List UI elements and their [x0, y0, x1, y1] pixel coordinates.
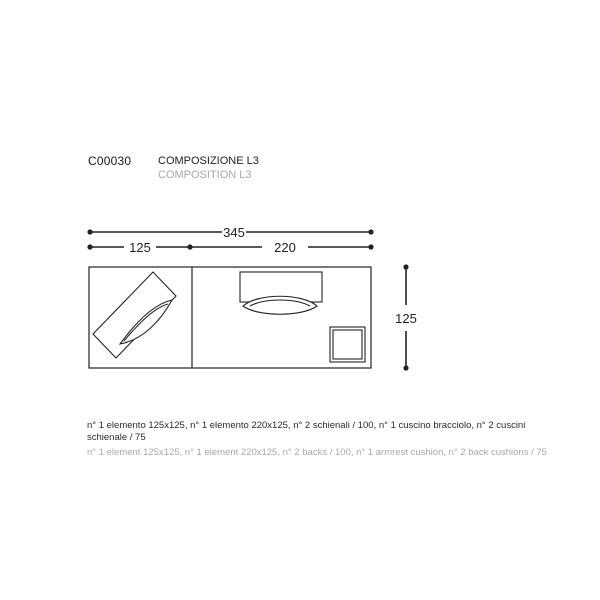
element-widths-dimension	[87, 240, 373, 255]
square-cushion	[330, 327, 365, 362]
composition-title-italian: COMPOSIZIONE L3	[158, 155, 259, 167]
dimension-endpoint	[368, 229, 373, 234]
left-element	[93, 272, 176, 358]
sofa-frame	[89, 267, 371, 368]
depth-dimension	[395, 264, 417, 370]
depth-label: 125	[395, 311, 417, 326]
left-element-width-label: 125	[129, 240, 151, 255]
description-english: n° 1 element 125x125, n° 1 element 220x125, n° 2 backs / 100, n° 1 armrest cushion, n° 2 back cushions / 75	[87, 447, 547, 458]
description-italian: n° 1 elemento 125x125, n° 1 elemento 220x125, n° 2 schienali / 100, n° 1 cuscino bracciolo, n° 2 cuscini schienale / 75	[87, 420, 526, 443]
back-cushion	[243, 296, 317, 314]
right-element	[240, 272, 365, 362]
product-code: C00030	[88, 154, 132, 168]
dimension-endpoint	[87, 229, 92, 234]
total-width-label: 345	[223, 225, 245, 240]
armrest-cushion	[120, 300, 172, 344]
dimension-endpoint	[87, 244, 92, 249]
dimension-endpoint	[403, 365, 408, 370]
composition-title-english: COMPOSITION L3	[158, 169, 252, 181]
dimension-endpoint	[403, 264, 408, 269]
square-cushion-inner	[333, 330, 362, 359]
dimension-endpoint	[368, 244, 373, 249]
right-element-width-label: 220	[274, 240, 296, 255]
total-width-dimension	[87, 225, 373, 240]
sofa-outline	[89, 267, 371, 368]
dimension-endpoint	[187, 244, 192, 249]
angled-back	[93, 272, 176, 358]
